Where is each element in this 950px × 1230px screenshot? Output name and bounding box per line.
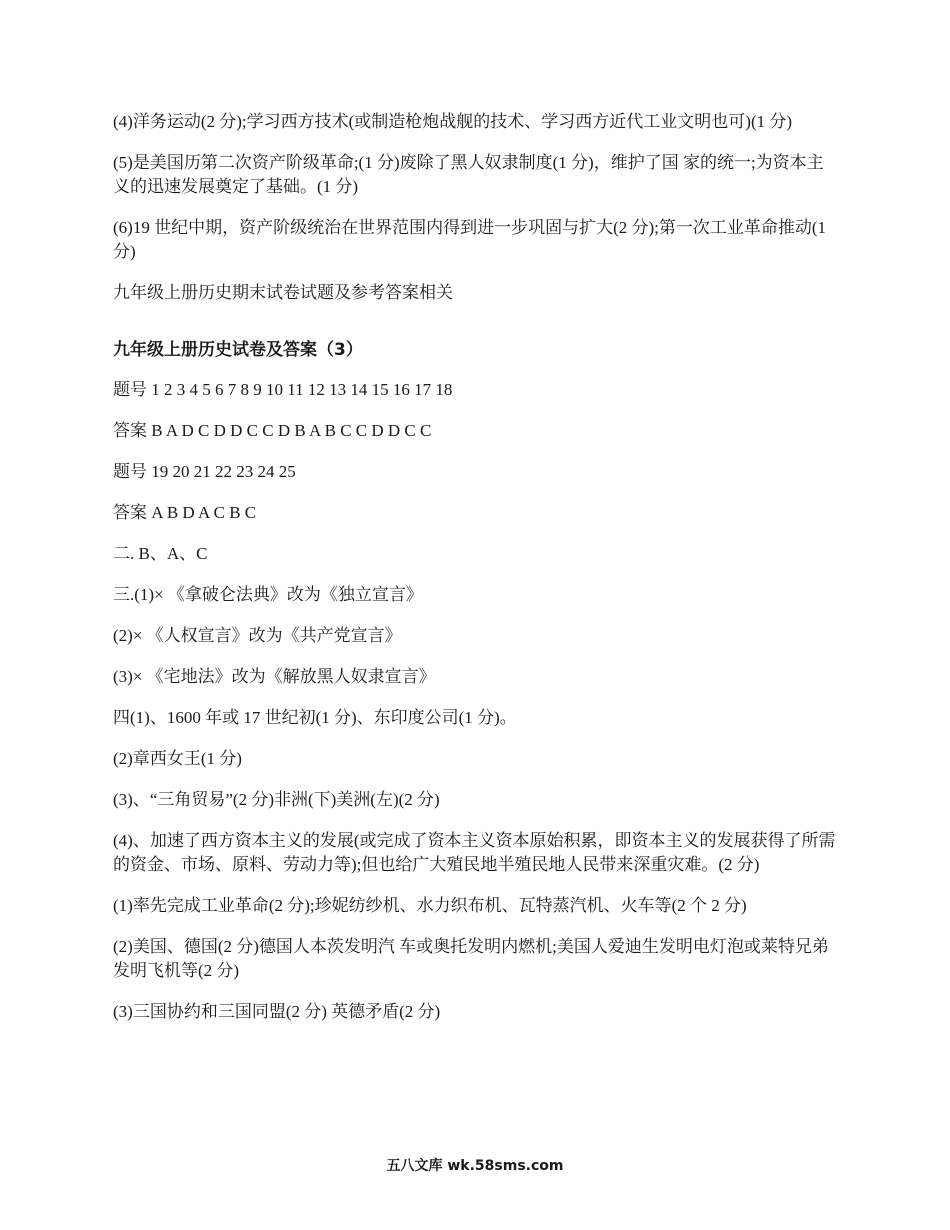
related-note: 九年级上册历史期末试卷试题及参考答案相关 (113, 283, 453, 302)
answer-paragraph: (2)× 《人权宣言》改为《共产党宣言》 (113, 626, 402, 645)
answer-paragraph: 四(1)、1600 年或 17 世纪初(1 分)、东印度公司(1 分)。 (113, 708, 517, 727)
question-numbers-row: 题号 1 2 3 4 5 6 7 8 9 10 11 12 13 14 15 16 17 18 (113, 380, 453, 399)
answer-paragraph: (1)率先完成工业革命(2 分);珍妮纺纱机、水力织布机、瓦特蒸汽机、火车等(2 个 2 分) (113, 896, 747, 915)
answer-paragraph: 三.(1)× 《拿破仑法典》改为《独立宣言》 (113, 585, 423, 604)
answer-paragraph: (6)19 世纪中期，资产阶级统治在世界范围内得到进一步巩固与扩大(2 分);第一次工业革命推动(1 分) (113, 218, 827, 261)
answer-paragraph: (3)× 《宅地法》改为《解放黑人奴隶宣言》 (113, 667, 436, 686)
answer-paragraph: (2)章西女王(1 分) (113, 749, 242, 768)
answer-paragraph: (4)、加速了西方资本主义的发展(或完成了资本主义资本原始积累，即资本主义的发展获得了所需的资金、市场、原料、劳动力等);但也给广大殖民地半殖民地人民带来深重灾难。(2 分) (113, 831, 836, 874)
answer-paragraph: (5)是美国历第二次资产阶级革命;(1 分)废除了黑人奴隶制度(1 分)，维护了国 家的统一;为资本主义的迅速发展奠定了基础。(1 分) (113, 153, 824, 196)
answer-paragraph: 二. B、A、C (113, 544, 208, 563)
answers-row: 答案 A B D A C B C (113, 503, 257, 522)
section-heading: 九年级上册历史试卷及答案（3） (113, 340, 363, 360)
answer-paragraph: (4)洋务运动(2 分);学习西方技术(或制造枪炮战舰的技术、学习西方近代工业文明也可)(1 分) (113, 112, 793, 131)
answer-paragraph: (2)美国、德国(2 分)德国人本茨发明汽 车或奥托发明内燃机;美国人爱迪生发明电灯泡或莱特兄弟发明飞机等(2 分) (113, 937, 829, 980)
answer-paragraph: (3)三国协约和三国同盟(2 分) 英德矛盾(2 分) (113, 1002, 441, 1021)
page-footer: 五八文库 wk.58sms.com (386, 1158, 564, 1174)
answer-paragraph: (3)、“三角贸易”(2 分)非洲(下)美洲(左)(2 分) (113, 790, 440, 809)
document-body (113, 110, 838, 1041)
question-numbers-row: 题号 19 20 21 22 23 24 25 (113, 462, 296, 481)
answers-row: 答案 B A D C D D C C D B A B C C D D C C (113, 421, 432, 440)
